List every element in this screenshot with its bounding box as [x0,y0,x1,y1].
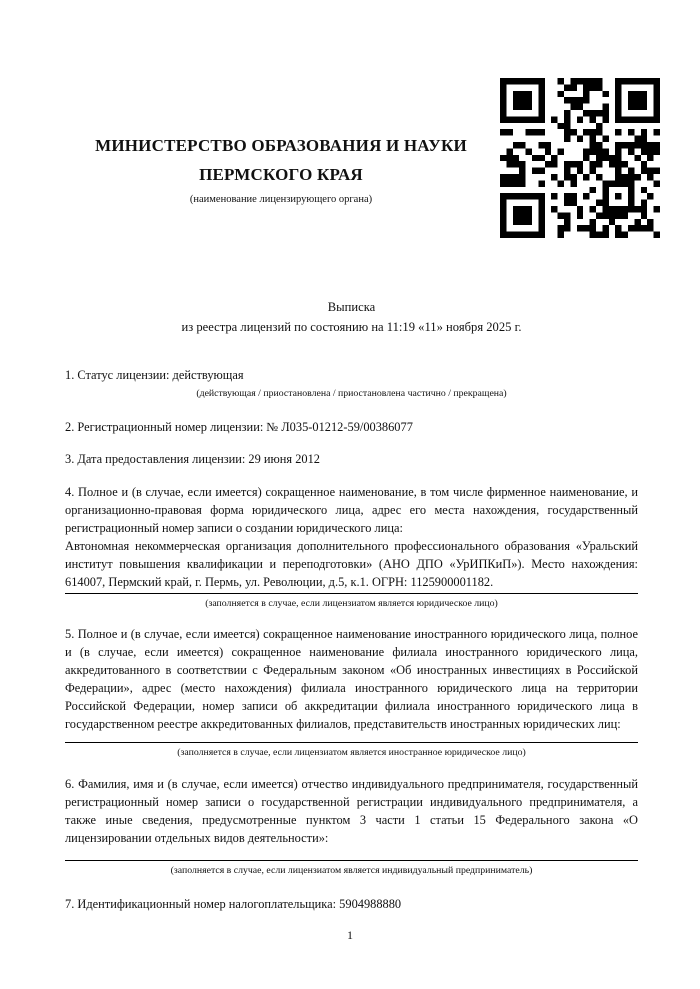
item-5-caption: (заполняется в случае, если лицензиатом является иностранное юридическое лицо) [177,747,526,758]
item-6-entrepreneur-question: 6. Фамилия, имя и (в случае, если имеется) отчество индивидуального предпринимателя, государственный регистрационный номер записи о государственной регистрации индивидуального предпринимателя, а также иные сведения, предусмотренные пунктом 3 части 1 статьи 15 Федерального закона «О лицензировании отдельных видов деятельности»: [65,777,638,845]
qr-code [500,78,660,238]
document-title [65,297,638,337]
document-body [65,297,638,913]
page-number: 1 [347,928,353,942]
item-1-license-status: 1. Статус лицензии: действующая [65,368,244,382]
item-4-legal-entity-question: 4. Полное и (в случае, если имеется) сокращенное наименование, в том числе фирменное наименование, и организационно-правовая форма юридического лица, адрес его места нахождения, государственный регистрационный номер записи о создании юридического лица: [65,485,638,535]
ministry-caption: (наименование лицензирующего органа) [189,194,373,205]
item-7-taxpayer-id: 7. Идентификационный номер налогоплательщика: 5904988880 [65,897,402,911]
ministry-header [65,131,497,207]
ministry-name-line1: МИНИСТЕРСТВО ОБРАЗОВАНИЯ И НАУКИ [95,136,467,155]
document-title-line2: из реестра лицензий по состоянию на 11:19 «11» ноября 2025 г. [181,320,522,334]
item-5-underline [65,742,638,743]
document-title-line1: Выписка [327,300,376,314]
ministry-name-line2: ПЕРМСКОГО КРАЯ [199,165,363,184]
item-1-caption: (действующая / приостановлена / приостановлена частично / прекращена) [196,388,507,399]
item-3-grant-date: 3. Дата предоставления лицензии: 29 июня 2012 [65,452,321,466]
item-4-legal-entity-answer: Автономная некоммерческая организация дополнительного профессионального образования «Уральский институт повышения квалификации и переподготовки» (АНО ДПО «УрИПКиП»). Место нахождения: 614007, Пермский край, г. Пермь, ул. Революции, д.5, к.1. ОГРН: 1125900001182. [65,539,638,589]
item-6-caption: (заполняется в случае, если лицензиатом является индивидуальный предприниматель) [170,865,533,876]
item-4-caption: (заполняется в случае, если лицензиатом является юридическое лицо) [205,598,498,609]
item-4-underline [65,593,638,594]
item-2-registration-number: 2. Регистрационный номер лицензии: № Л035-01212-59/00386077 [65,420,413,434]
item-5-foreign-entity-question: 5. Полное и (в случае, если имеется) сокращенное наименование иностранного юридического лица, полное и (в случае, если имеется) сокращенное наименование филиала иностранного юридического лица, аккредитованного в соответствии с Федеральным законом «Об иностранных инвестициях в Российской Федерации», адрес (место нахождения) филиала иностранного юридического лица на территории Российской Федерации, номер записи об аккредитации филиала иностранного юридического лица в государственном реестре аккредитованных филиалов, представительств иностранных юридических лиц: [65,627,638,731]
item-6-underline [65,860,638,861]
